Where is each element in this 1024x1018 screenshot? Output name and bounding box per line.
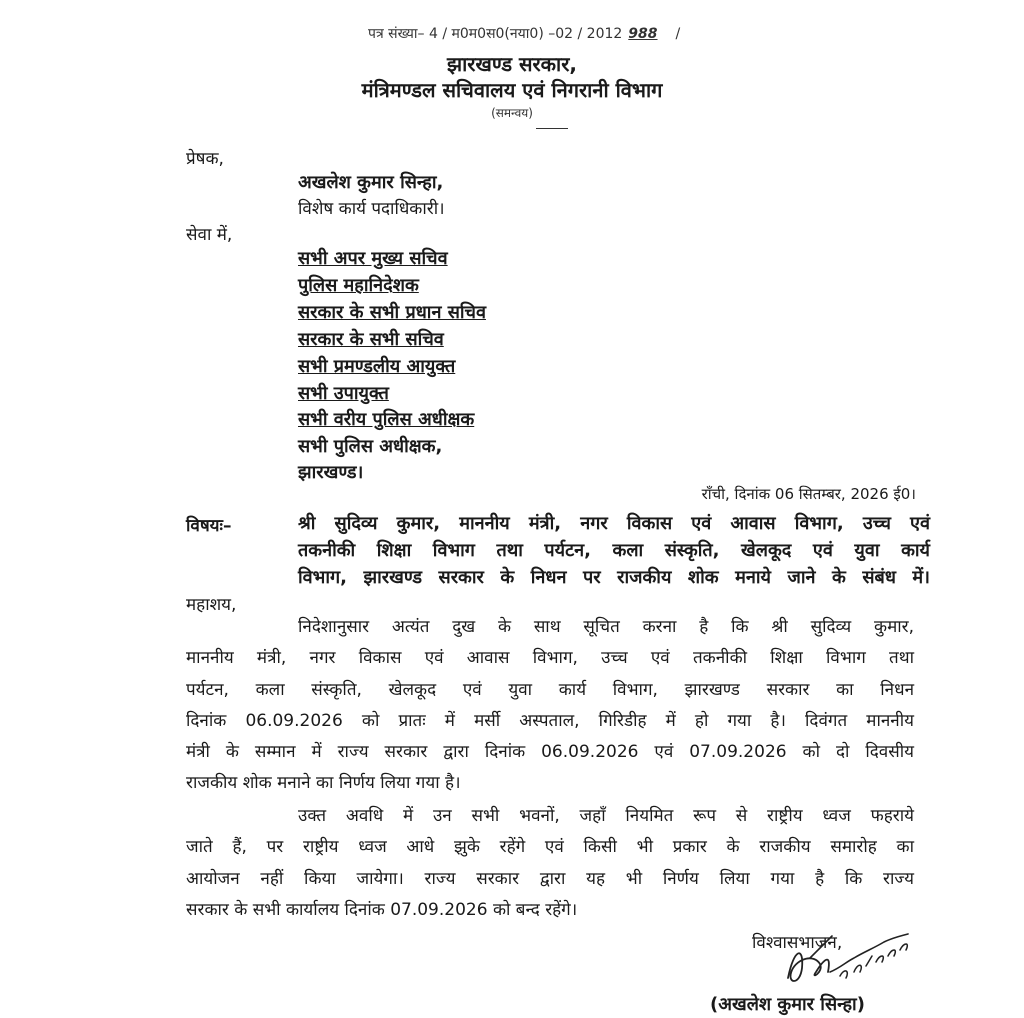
recipient-item: सरकार के सभी प्रधान सचिव <box>298 302 486 323</box>
paragraph-line: निदेशानुसार अत्यंत दुख के साथ सूचित करना है कि श्री सुदिव्य कुमार, <box>298 617 914 637</box>
recipient-item: सभी प्रमण्डलीय आयुक्त <box>298 356 456 377</box>
paragraph-line: मंत्री के सम्मान में राज्य सरकार द्वारा दिनांक 06.09.2026 एवं 07.09.2026 को दो दिवसीय <box>186 742 914 763</box>
letter-ref-prefix: पत्र संख्या– 4 / म0म0स0(नया0) –02 / 2012 <box>368 26 623 42</box>
recipient-item: सभी उपायुक्त <box>298 383 389 404</box>
subject-label: विषयः– <box>186 516 232 536</box>
salutation: महाशय, <box>186 595 237 615</box>
place-date: राँची, दिनांक 06 सितम्बर, 2026 ई0। <box>701 485 916 503</box>
valediction: विश्वासभाजन, <box>752 933 843 953</box>
handwritten-signature <box>780 928 920 998</box>
recipients-label: सेवा में, <box>186 225 233 245</box>
body-paragraph-2 <box>186 801 914 926</box>
paragraph-line: जाते हैं, पर राष्ट्रीय ध्वज आधे झुके रहेंगे एवं किसी भी प्रकार के राजकीय समारोह का <box>186 837 914 858</box>
recipient-item: झारखण्ड। <box>298 462 364 483</box>
paragraph-line: माननीय मंत्री, नगर विकास एवं आवास विभाग, उच्च एवं तकनीकी शिक्षा विभाग तथा <box>186 648 914 669</box>
section-heading: (समन्वय) <box>491 106 533 120</box>
sender-label: प्रेषक, <box>186 149 224 169</box>
header-divider <box>536 128 568 129</box>
department-heading: मंत्रिमण्डल सचिवालय एवं निगरानी विभाग <box>361 78 663 102</box>
recipient-item: पुलिस महानिदेशक <box>298 275 419 296</box>
recipient-item: सभी पुलिस अधीक्षक, <box>298 436 443 457</box>
paragraph-line: दिनांक 06.09.2026 को प्रातः में मर्सी अस्पताल, गिरिडीह में हो गया है। दिवंगत माननीय <box>186 710 914 731</box>
body-paragraph-1 <box>186 612 914 800</box>
subject-line: विभाग, झारखण्ड सरकार के निधन पर राजकीय शोक मनाये जाने के संबंध में। <box>298 567 930 588</box>
letter-ref-suffix: / <box>675 26 681 42</box>
subject-line: श्री सुदिव्य कुमार, माननीय मंत्री, नगर विकास एवं आवास विभाग, उच्च एवं <box>298 513 930 534</box>
sender-designation: विशेष कार्य पदाधिकारी। <box>298 199 445 219</box>
recipient-item: सरकार के सभी सचिव <box>298 329 444 350</box>
sender-name: अखलेश कुमार सिन्हा, <box>298 172 444 193</box>
paragraph-line: सरकार के सभी कार्यालय दिनांक 07.09.2026 को बन्द रहेंगे। <box>186 899 578 920</box>
recipient-item: सभी वरीय पुलिस अधीक्षक <box>298 409 475 430</box>
paragraph-line: पर्यटन, कला संस्कृति, खेलकूद एवं युवा कार्य विभाग, झारखण्ड सरकार का निधन <box>186 679 914 700</box>
signatory-name: (अखलेश कुमार सिन्हा) <box>710 994 865 1015</box>
subject-text <box>298 510 930 591</box>
subject-line: तकनीकी शिक्षा विभाग तथा पर्यटन, कला संस्कृति, खेलकूद एवं युवा कार्य <box>298 540 930 561</box>
paragraph-line: उक्त अवधि में उन सभी भवनों, जहाँ नियमित रूप से राष्ट्रीय ध्वज फहराये <box>298 806 914 826</box>
paragraph-line: आयोजन नहीं किया जायेगा। राज्य सरकार द्वारा यह भी निर्णय लिया गया है कि राज्य <box>186 868 914 889</box>
letter-number: 988 <box>628 26 658 42</box>
recipient-item: सभी अपर मुख्य सचिव <box>298 248 448 269</box>
government-heading: झारखण्ड सरकार, <box>446 52 578 76</box>
letter-reference <box>368 24 680 43</box>
paragraph-line: राजकीय शोक मनाने का निर्णय लिया गया है। <box>186 773 461 794</box>
